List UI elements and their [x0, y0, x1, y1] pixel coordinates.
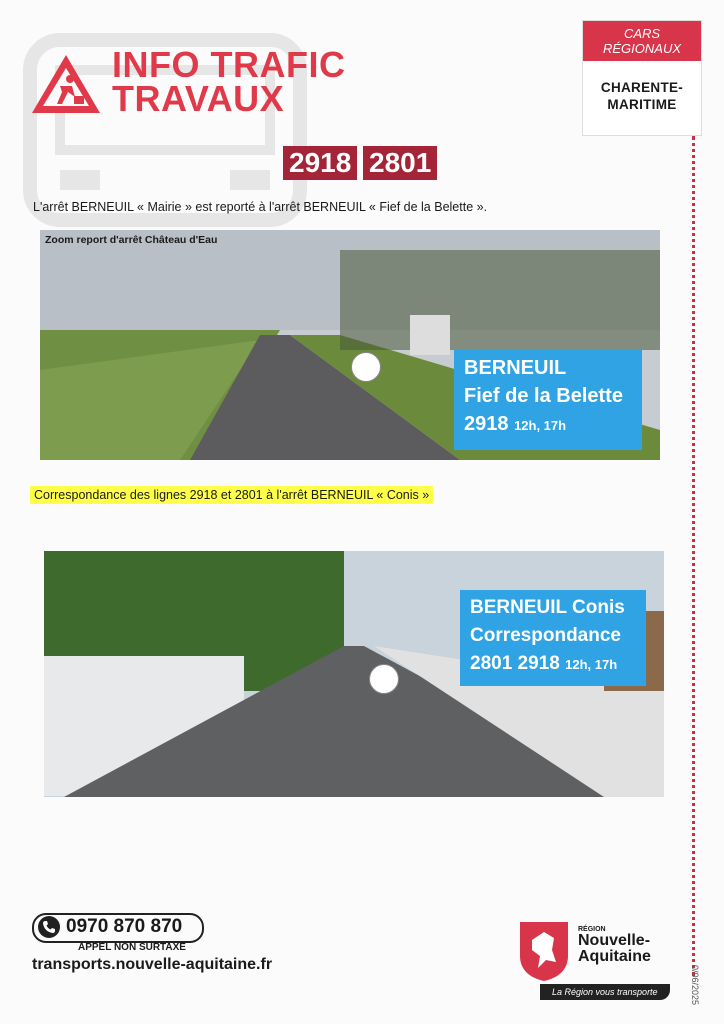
- website-link[interactable]: transports.nouvelle-aquitaine.fr: [32, 956, 273, 973]
- brand-top: CARS RÉGIONAUX: [583, 21, 701, 61]
- brand-bottom: CHARENTE-MARITIME: [600, 80, 684, 112]
- correspondance-note: Correspondance des lignes 2918 et 2801 à l'arrêt BERNEUIL « Conis »: [30, 486, 433, 504]
- phone-number[interactable]: 0970 870 870: [66, 916, 183, 937]
- roadworks-warning-icon: [30, 52, 102, 116]
- phone-note: APPEL NON SURTAXÉ: [78, 942, 186, 953]
- region-shield-logo: [518, 920, 570, 982]
- phone-icon: [38, 916, 60, 938]
- stop-marker: [369, 664, 399, 694]
- cars-regionaux-box: [582, 20, 702, 136]
- print-date: 0/06/2025: [690, 965, 700, 1006]
- line-badge-2801: 2801: [363, 146, 437, 180]
- stop-info-box-1: BERNEUIL Fief de la Belette 2918 12h, 17h: [454, 350, 642, 450]
- stop-info-box-2: BERNEUIL Conis Correspondance 2801 2918 12h, 17h: [460, 590, 646, 686]
- stop-marker: [351, 352, 381, 382]
- photo1-caption: Zoom report d'arrêt Château d'Eau: [45, 234, 218, 246]
- stop-change-notice: L'arrêt BERNEUIL « Mairie » est reporté à l'arrêt BERNEUIL « Fief de la Belette ».: [33, 200, 488, 214]
- title-line-2: TRAVAUX: [112, 78, 285, 119]
- line-badge-2918: 2918: [283, 146, 357, 180]
- page-title: [112, 44, 346, 119]
- region-name: RÉGION Nouvelle- Aquitaine: [578, 926, 651, 965]
- region-tagline: La Région vous transporte: [540, 984, 670, 1000]
- decorative-dotted-line: [688, 136, 695, 976]
- title-line-1: INFO TRAFIC: [112, 44, 346, 85]
